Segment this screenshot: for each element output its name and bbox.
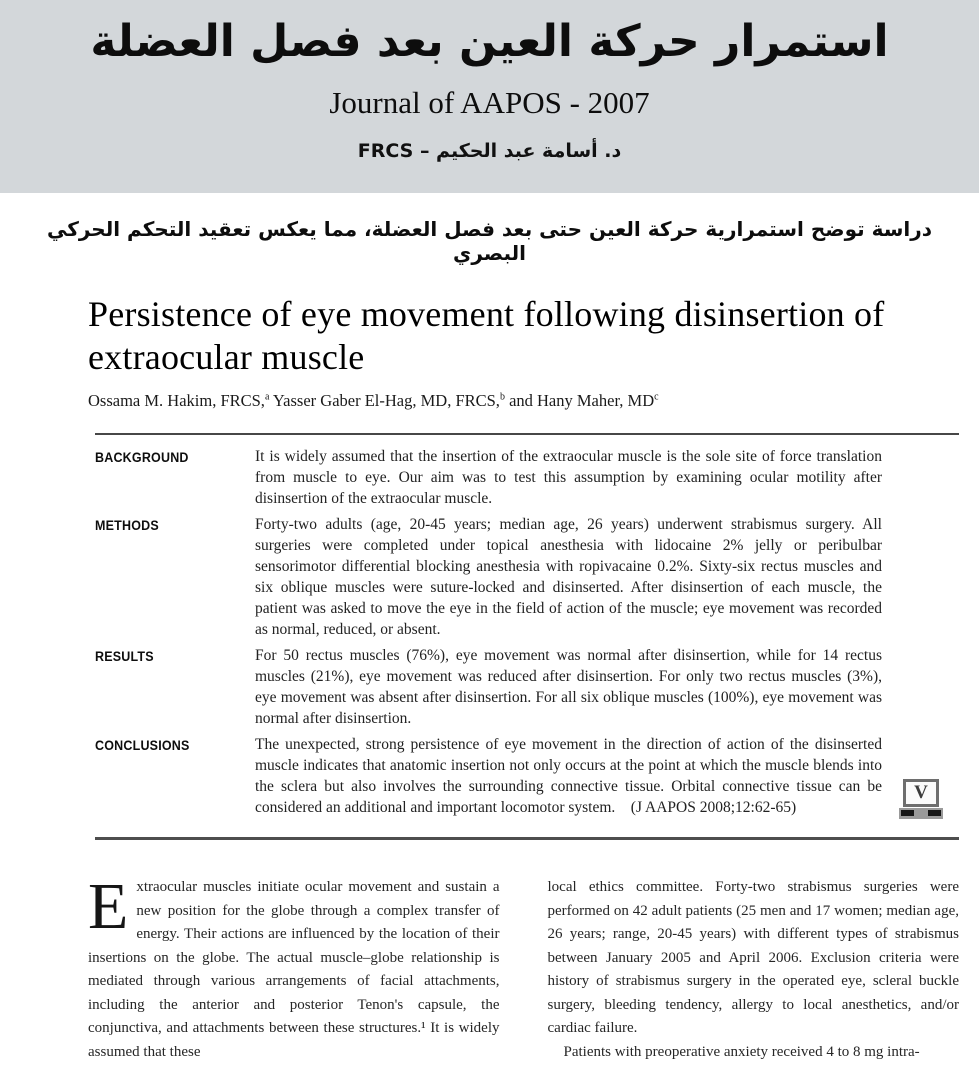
banner-presenter-line: د. أسامة عبد الحكيم – FRCS (357, 140, 622, 162)
intro-paragraph-text: xtraocular muscles initiate ocular movement and sustain a new position for the globe through a complex transfer of energy. Their actions are influenced by the location of their insertions on the globe. The actual muscle–globe relationship is mediated through various arrangements of facial attachments, including the anterior and posterior Tenon's capsule, the conjunctiva, and attachments between these structures.¹ It is widely assumed that these (88, 879, 500, 1060)
authors-line: Ossama M. Hakim, FRCS,$^a$ Yasser Gaber El-Hag, MD, FRCS,$^b$ and Hany Maher, $MD^c$ (88, 391, 659, 410)
arabic-summary-line: دراسة توضح استمرارية حركة العين حتى بعد فصل العضلة، مما يعكس تعقيد التحكم الحركي البصري (46, 217, 933, 265)
abstract-row-results (95, 645, 959, 729)
body-right-column (548, 876, 960, 1064)
intro-paragraph (88, 870, 500, 1064)
abstract-row-methods (95, 514, 959, 640)
drop-cap-letter: E (88, 870, 129, 943)
laptop-screen-v-glyph: V (903, 779, 939, 807)
abstract-label-background: BACKGROUND (95, 450, 189, 466)
banner-arabic-title: استمرار حركة العين بعد فصل العضلة (90, 16, 889, 67)
presentation-banner (0, 0, 979, 193)
anxiety-paragraph: Patients with preoperative anxiety received 4 to 8 mg intra- (563, 1043, 920, 1060)
abstract-text-methods: Forty-two adults (age, 20-45 years; median age, 26 years) underwent strabismus surgery. All surgeries were completed under topical anesthesia with lidocaine 2% jelly or peribulbar sensorimotor differential blocking anesthesia with ropivacaine 0.2%. Sixty-six rectus muscles and six oblique muscles were suture-locked and disinserted. After disinsertion of each muscle, the patient was asked to move the eye in the field of action of the muscle; eye movement was recorded as normal, reduced, or absent. (255, 516, 882, 638)
abstract-label-methods: METHODS (95, 518, 159, 534)
abstract-text-background: It is widely assumed that the insertion of the extraocular muscle is the sole site of force translation from muscle to eye. Our aim was to test this assumption by examining ocular motility after disinsertion of the extraocular muscle. (255, 448, 882, 507)
banner-journal-line: Journal of AAPOS - 2007 (329, 85, 650, 120)
abstract-row-background (95, 446, 959, 509)
abstract-label-results: RESULTS (95, 649, 154, 665)
abstract-text-results: For 50 rectus muscles (76%), eye movement was normal after disinsertion, while for 14 rectus muscles (21%), eye movement was reduced after disinsertion. For only two rectus muscles (3%), eye movement was absent after disinsertion. For all six oblique muscles (100%), eye movement was normal after disinsertion. (255, 647, 882, 727)
abstract-block (95, 433, 959, 840)
laptop-keyboard-base (899, 808, 943, 819)
abstract-text-conclusions: The unexpected, strong persistence of eye movement in the direction of action of the disinserted muscle indicates that anatomic insertion not only occurs at the point at which the muscle blends into the sclera but also involves the surrounding connective tissue. Orbital connective tissue can be considered an additional and important locomotor system. (J AAPOS 2008;12:62-65) (255, 736, 882, 816)
article-content (88, 293, 959, 1064)
video-available-laptop-icon (899, 779, 943, 827)
article-body-columns (88, 870, 959, 1064)
paper-title: Persistence of eye movement following disinsertion of extraocular muscle (88, 294, 885, 377)
abstract-label-conclusions: CONCLUSIONS (95, 738, 190, 754)
methods-continuation-paragraph: local ethics committee. Forty-two strabismus surgeries were performed on 42 adult patients (25 men and 17 women; median age, 26 years; range, 20-45 years) with different types of strabismus between January 2005 and April 2006. Exclusion criteria were history of strabismus surgery in the operated eye, scleral buckle surgery, bleeding tendency, allergy to local anesthetics, and/or cardiac failure. (547, 879, 959, 1036)
body-left-column (88, 870, 500, 1064)
abstract-row-conclusions (95, 734, 959, 818)
